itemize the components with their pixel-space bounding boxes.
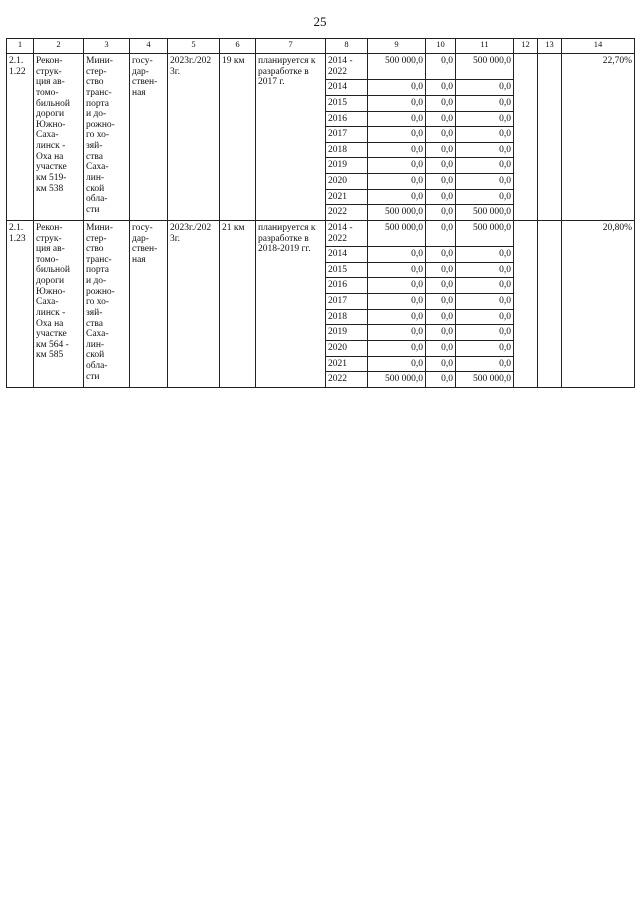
project-name-cell — [34, 54, 84, 221]
amount-federal-cell-text: 0,0 — [441, 160, 453, 171]
amount-federal-cell — [426, 142, 456, 158]
amount-total-cell — [368, 95, 426, 111]
amount-regional-cell — [456, 205, 514, 221]
status-cell — [256, 220, 326, 387]
year-cell-text: 2022 — [328, 374, 347, 385]
amount-federal-cell-text: 0,0 — [441, 327, 453, 338]
amount-federal-cell — [426, 278, 456, 294]
amount-federal-cell-text: 0,0 — [441, 191, 453, 202]
year-cell — [326, 174, 368, 190]
percent-cell-text: 20,80% — [602, 222, 632, 233]
year-cell-text: 2014 — [328, 82, 347, 93]
amount-total-cell-text: 0,0 — [411, 129, 423, 140]
amount-regional-cell-text: 0,0 — [499, 311, 511, 322]
empty-cell-12 — [514, 220, 538, 387]
project-id-cell-text: 2.1. 1.23 — [9, 222, 26, 244]
amount-total-cell — [368, 220, 426, 246]
amount-federal-cell — [426, 340, 456, 356]
year-cell — [326, 247, 368, 263]
period-cell — [168, 54, 220, 221]
year-cell — [326, 142, 368, 158]
ownership-cell — [130, 54, 168, 221]
empty-cell-12 — [514, 54, 538, 221]
amount-federal-cell — [426, 174, 456, 190]
customer-cell-text: Мини- стер- ство транс- порта и до- рожно- го хо- зяй- ства Саха- лин- ской обла- сти — [86, 222, 115, 382]
year-cell-text: 2021 — [328, 191, 347, 202]
amount-total-cell-text: 0,0 — [411, 311, 423, 322]
amount-total-cell-text: 0,0 — [411, 264, 423, 275]
year-cell — [326, 205, 368, 221]
table-row — [7, 54, 635, 80]
year-cell-text: 2021 — [328, 358, 347, 369]
amount-regional-cell — [456, 189, 514, 205]
amount-regional-cell-text: 0,0 — [499, 358, 511, 369]
amount-regional-cell — [456, 278, 514, 294]
year-cell-text: 2016 — [328, 280, 347, 291]
amount-regional-cell — [456, 309, 514, 325]
col-header: 3 — [84, 39, 130, 54]
table-body — [7, 54, 635, 388]
year-cell — [326, 309, 368, 325]
col-header: 1 — [7, 39, 34, 54]
amount-federal-cell — [426, 372, 456, 388]
amount-regional-cell-text: 500 000,0 — [473, 207, 511, 218]
capacity-cell — [220, 54, 256, 221]
amount-federal-cell — [426, 205, 456, 221]
amount-federal-cell — [426, 54, 456, 80]
year-cell — [326, 158, 368, 174]
ownership-cell-text: госу- дар- ствен- ная — [132, 222, 158, 265]
ownership-cell — [130, 220, 168, 387]
amount-federal-cell-text: 0,0 — [441, 97, 453, 108]
year-cell — [326, 372, 368, 388]
amount-total-cell-text: 0,0 — [411, 327, 423, 338]
percent-cell — [562, 54, 635, 221]
year-cell — [326, 111, 368, 127]
amount-total-cell — [368, 174, 426, 190]
amount-federal-cell — [426, 356, 456, 372]
amount-federal-cell-text: 0,0 — [441, 222, 453, 233]
amount-federal-cell — [426, 95, 456, 111]
amount-total-cell-text: 500 000,0 — [385, 207, 423, 218]
year-cell — [326, 127, 368, 143]
amount-total-cell — [368, 325, 426, 341]
project-id-cell — [7, 220, 34, 387]
amount-federal-cell-text: 0,0 — [441, 249, 453, 260]
amount-federal-cell — [426, 189, 456, 205]
period-cell-text: 2023г./202 3г. — [170, 222, 212, 244]
col-header: 12 — [514, 39, 538, 54]
amount-regional-cell-text: 0,0 — [499, 296, 511, 306]
amount-federal-cell — [426, 158, 456, 174]
amount-regional-cell-text: 0,0 — [499, 280, 511, 291]
capacity-cell — [220, 220, 256, 387]
amount-regional-cell — [456, 127, 514, 143]
project-name-cell — [34, 220, 84, 387]
amount-total-cell — [368, 340, 426, 356]
amount-total-cell-text: 0,0 — [411, 144, 423, 155]
amount-federal-cell-text: 0,0 — [441, 144, 453, 155]
amount-total-cell-text: 500 000,0 — [385, 222, 423, 233]
amount-total-cell — [368, 111, 426, 127]
amount-regional-cell-text: 500 000,0 — [473, 222, 511, 233]
amount-total-cell — [368, 127, 426, 143]
amount-total-cell — [368, 356, 426, 372]
year-cell-text: 2020 — [328, 342, 347, 353]
amount-federal-cell — [426, 262, 456, 278]
col-header: 11 — [456, 39, 514, 54]
amount-total-cell — [368, 54, 426, 80]
amount-regional-cell-text: 0,0 — [499, 264, 511, 275]
amount-total-cell — [368, 294, 426, 310]
amount-federal-cell — [426, 247, 456, 263]
amount-federal-cell-text: 0,0 — [441, 374, 453, 385]
amount-total-cell — [368, 247, 426, 263]
amount-federal-cell-text: 0,0 — [441, 82, 453, 93]
amount-total-cell — [368, 278, 426, 294]
amount-regional-cell — [456, 325, 514, 341]
amount-total-cell — [368, 205, 426, 221]
amount-federal-cell-text: 0,0 — [441, 358, 453, 369]
amount-federal-cell-text: 0,0 — [441, 264, 453, 275]
year-cell-text: 2019 — [328, 327, 347, 338]
amount-federal-cell — [426, 220, 456, 246]
amount-regional-cell-text: 0,0 — [499, 144, 511, 155]
empty-cell-13 — [538, 54, 562, 221]
amount-regional-cell-text: 0,0 — [499, 160, 511, 171]
amount-regional-cell — [456, 142, 514, 158]
percent-cell-text: 22,70% — [602, 56, 632, 66]
amount-federal-cell — [426, 80, 456, 96]
amount-total-cell-text: 0,0 — [411, 97, 423, 108]
amount-total-cell-text: 0,0 — [411, 296, 423, 306]
ownership-cell-text: госу- дар- ствен- ная — [132, 56, 158, 98]
amount-regional-cell — [456, 340, 514, 356]
amount-federal-cell-text: 0,0 — [441, 207, 453, 218]
col-header: 5 — [168, 39, 220, 54]
year-cell-text: 2017 — [328, 129, 347, 140]
percent-cell — [562, 220, 635, 387]
period-cell — [168, 220, 220, 387]
customer-cell — [84, 54, 130, 221]
amount-regional-cell-text: 0,0 — [499, 342, 511, 353]
amount-regional-cell-text: 0,0 — [499, 191, 511, 202]
amount-federal-cell-text: 0,0 — [441, 176, 453, 186]
amount-federal-cell-text: 0,0 — [441, 56, 453, 66]
amount-regional-cell — [456, 356, 514, 372]
year-cell-text: 2018 — [328, 144, 347, 155]
amount-regional-cell-text: 500 000,0 — [473, 56, 511, 66]
amount-federal-cell-text: 0,0 — [441, 311, 453, 322]
col-header: 6 — [220, 39, 256, 54]
amount-total-cell-text: 500 000,0 — [385, 374, 423, 385]
year-cell — [326, 340, 368, 356]
project-id-cell-text: 2.1. 1.22 — [9, 56, 26, 77]
col-header: 9 — [368, 39, 426, 54]
amount-regional-cell-text: 0,0 — [499, 82, 511, 93]
amount-total-cell-text: 0,0 — [411, 191, 423, 202]
amount-total-cell-text: 0,0 — [411, 113, 423, 124]
amount-total-cell — [368, 158, 426, 174]
amount-federal-cell — [426, 127, 456, 143]
status-cell-text: планируется к разработке в 2018-2019 гг. — [258, 222, 316, 255]
amount-regional-cell-text: 0,0 — [499, 249, 511, 260]
amount-regional-cell-text: 0,0 — [499, 327, 511, 338]
amount-federal-cell-text: 0,0 — [441, 280, 453, 291]
amount-total-cell-text: 0,0 — [411, 342, 423, 353]
col-header: 4 — [130, 39, 168, 54]
amount-federal-cell — [426, 309, 456, 325]
amount-total-cell-text: 0,0 — [411, 160, 423, 171]
table-row — [7, 220, 635, 246]
year-cell — [326, 278, 368, 294]
amount-federal-cell-text: 0,0 — [441, 342, 453, 353]
status-cell-text: планируется к разработке в 2017 г. — [258, 56, 316, 88]
amount-total-cell — [368, 189, 426, 205]
investment-projects-table — [6, 38, 635, 388]
amount-total-cell — [368, 309, 426, 325]
year-cell — [326, 356, 368, 372]
amount-federal-cell-text: 0,0 — [441, 129, 453, 140]
amount-federal-cell-text: 0,0 — [441, 113, 453, 124]
col-header: 8 — [326, 39, 368, 54]
amount-total-cell-text: 0,0 — [411, 358, 423, 369]
amount-regional-cell-text: 0,0 — [499, 97, 511, 108]
year-cell — [326, 294, 368, 310]
amount-regional-cell — [456, 294, 514, 310]
col-header: 10 — [426, 39, 456, 54]
amount-regional-cell — [456, 158, 514, 174]
amount-total-cell — [368, 80, 426, 96]
amount-federal-cell-text: 0,0 — [441, 296, 453, 306]
customer-cell-text: Мини- стер- ство транс- порта и до- рожно- го хо- зяй- ства Саха- лин- ской обла- сти — [86, 56, 115, 215]
col-header: 13 — [538, 39, 562, 54]
amount-regional-cell — [456, 262, 514, 278]
year-cell-text: 2015 — [328, 264, 347, 275]
amount-total-cell — [368, 142, 426, 158]
amount-total-cell-text: 0,0 — [411, 249, 423, 260]
year-cell — [326, 95, 368, 111]
page-number: 25 — [313, 14, 327, 29]
amount-regional-cell-text: 0,0 — [499, 176, 511, 186]
period-cell-text: 2023г./202 3г. — [170, 56, 212, 77]
amount-regional-cell — [456, 54, 514, 80]
amount-federal-cell — [426, 111, 456, 127]
amount-regional-cell — [456, 247, 514, 263]
project-name-cell-text: Рекон- струк- ция ав- томо- бильной дороги Южно- Саха- линск - Оха на участке км 564 - км 585 — [36, 222, 70, 361]
amount-regional-cell-text: 500 000,0 — [473, 374, 511, 385]
amount-total-cell-text: 0,0 — [411, 82, 423, 93]
amount-total-cell — [368, 372, 426, 388]
year-cell — [326, 189, 368, 205]
amount-total-cell-text: 0,0 — [411, 280, 423, 291]
amount-regional-cell — [456, 111, 514, 127]
empty-cell-13 — [538, 220, 562, 387]
year-cell-text: 2014 - 2022 — [328, 56, 353, 77]
amount-regional-cell — [456, 95, 514, 111]
amount-regional-cell-text: 0,0 — [499, 129, 511, 140]
amount-regional-cell — [456, 220, 514, 246]
year-cell-text: 2017 — [328, 296, 347, 306]
year-cell-text: 2018 — [328, 311, 347, 322]
year-cell — [326, 80, 368, 96]
amount-total-cell — [368, 262, 426, 278]
col-header: 7 — [256, 39, 326, 54]
amount-regional-cell — [456, 372, 514, 388]
year-cell-text: 2015 — [328, 97, 347, 108]
year-cell — [326, 54, 368, 80]
year-cell-text: 2016 — [328, 113, 347, 124]
amount-regional-cell — [456, 80, 514, 96]
amount-total-cell-text: 0,0 — [411, 176, 423, 186]
capacity-cell-text: 19 км — [222, 56, 245, 66]
status-cell — [256, 54, 326, 221]
project-id-cell — [7, 54, 34, 221]
customer-cell — [84, 220, 130, 387]
year-cell — [326, 262, 368, 278]
year-cell-text: 2014 - 2022 — [328, 222, 353, 244]
amount-total-cell-text: 500 000,0 — [385, 56, 423, 66]
year-cell-text: 2020 — [328, 176, 347, 186]
column-number-row — [7, 39, 635, 54]
year-cell — [326, 220, 368, 246]
amount-regional-cell — [456, 174, 514, 190]
amount-federal-cell — [426, 325, 456, 341]
year-cell-text: 2014 — [328, 249, 347, 260]
year-cell-text: 2019 — [328, 160, 347, 171]
amount-regional-cell-text: 0,0 — [499, 113, 511, 124]
col-header: 2 — [34, 39, 84, 54]
year-cell-text: 2022 — [328, 207, 347, 218]
project-name-cell-text: Рекон- струк- ция ав- томо- бильной дороги Южно- Саха- линск - Оха на участке км 519- км 538 — [36, 56, 70, 194]
year-cell — [326, 325, 368, 341]
amount-federal-cell — [426, 294, 456, 310]
col-header: 14 — [562, 39, 635, 54]
capacity-cell-text: 21 км — [222, 222, 245, 233]
